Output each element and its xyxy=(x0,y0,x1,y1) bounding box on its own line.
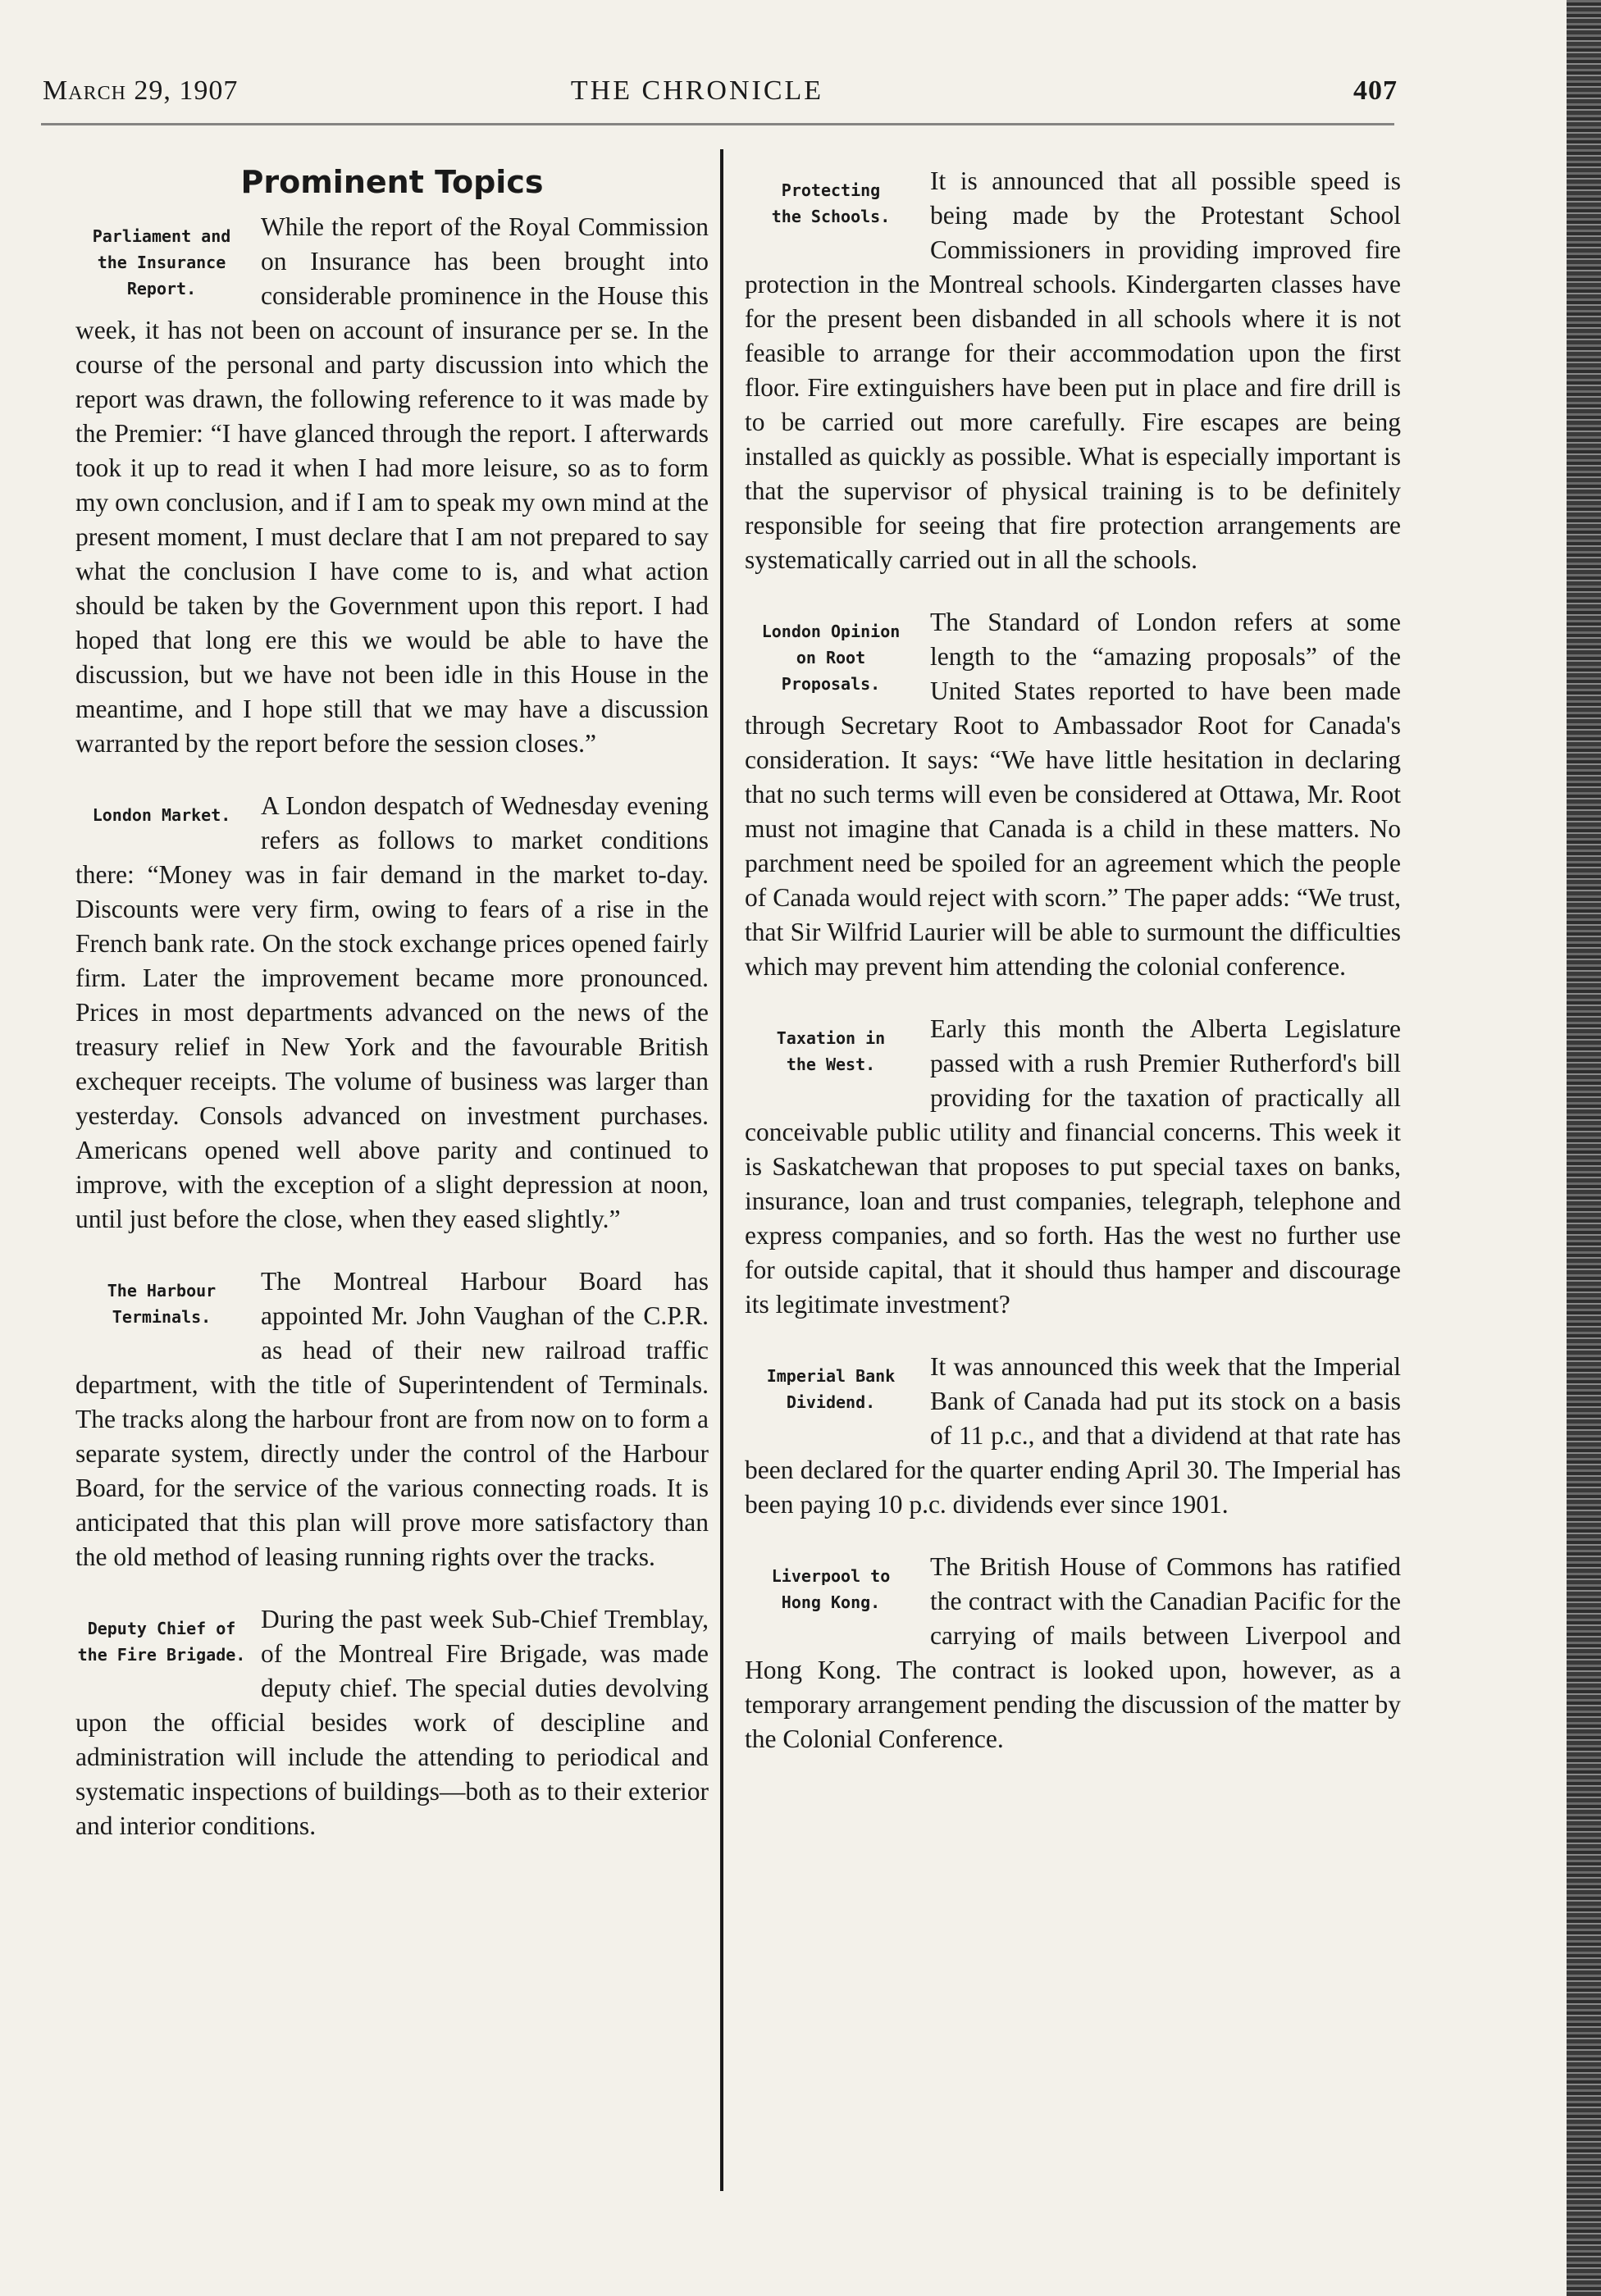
topic-item xyxy=(745,605,1401,984)
side-heading-line: Deputy Chief of xyxy=(87,1619,236,1638)
side-heading-line: The Harbour xyxy=(107,1281,217,1301)
topic-body xyxy=(745,605,1401,984)
topic-text: The Standard of London refers at some length to the “amazing proposals” of the United States reported to have been made through Secretary Root to Ambassador Root for Canada's consideration. It says: “We have little hesitation in declaring that no such terms will even be considered at Ottawa, Mr. Root must not imagine that Canada is a child in these matters. No parchment need be spoiled for an agreement which the people of Canada would reject with scorn.” The paper adds: “We trust, that Sir Wilfrid Laurier will be able to surmount the difficulties which may prevent him attending the colonial conference. xyxy=(745,608,1401,981)
topic-text: It is announced that all possible speed is being made by the Protestant School Commissioners in providing improved fire protection in the Montreal schools. Kindergarten classes have for the present been disbanded in all schools where it is not feasible to arrange for their accommodation upon the first floor. Fire extinguishers have been put in place and fire drill is to be carried out more carefully. Fire escapes are being installed as quickly as possible. What is especially important is that the supervisor of physical training is to be definitely responsible for seeing that fire protection arrangements are systematically carried out in all the schools. xyxy=(745,166,1401,574)
topic-body xyxy=(745,1012,1401,1322)
left-column xyxy=(75,164,709,1871)
topic-body xyxy=(745,1350,1401,1522)
topic-item xyxy=(745,1350,1401,1522)
topic-text: Early this month the Alberta Legislature passed with a rush Premier Rutherford's bill providing for the taxation of practically all conceivable public utility and financial concerns. This week it is Saskatchewan that proposes to put special taxes on banks, insurance, loan and trust companies, telegraph, telephone and express companies, and so forth. Has the west no further use for outside capital, that it should thus hamper and discourage its legitimate investment? xyxy=(745,1014,1401,1319)
topic-item xyxy=(75,789,709,1237)
side-heading-line: London Market. xyxy=(92,805,231,825)
side-heading-line: the Fire Brigade. xyxy=(77,1645,246,1665)
topic-item xyxy=(745,1012,1401,1322)
publication-title: THE CHRONICLE xyxy=(570,75,824,106)
topic-text: It was announced this week that the Imperial Bank of Canada had put its stock on a basis of 11 p.c., and that a dividend at that rate has been declared for the quarter ending April 30. The Imperial has been paying 10 p.c. dividends ever since 1901. xyxy=(745,1352,1401,1519)
issue-date: March 29, 1907 xyxy=(43,75,239,106)
topic-text: The British House of Commons has ratified the contract with the Canadian Pacific for the carrying of mails between Liverpool and Hong Kong. The contract is looked upon, however, as a temporary arrangement pending the discussion of the matter by the Colonial Conference. xyxy=(745,1552,1401,1753)
side-heading-line: Hong Kong. xyxy=(781,1592,881,1612)
side-heading-line: Parliament and xyxy=(92,226,231,246)
topic-item xyxy=(745,1550,1401,1756)
side-heading-line: Protecting xyxy=(781,180,881,200)
header-rule xyxy=(41,123,1394,125)
side-heading-line: Liverpool to xyxy=(771,1566,891,1586)
side-heading-line: the Schools. xyxy=(771,207,891,226)
right-topic-list xyxy=(745,164,1401,1756)
column-divider xyxy=(720,149,723,2191)
section-heading: Prominent Topics xyxy=(240,164,544,200)
topic-body xyxy=(75,1264,709,1574)
side-heading-line: the Insurance xyxy=(97,253,226,272)
side-heading-line: Imperial Bank xyxy=(766,1366,896,1386)
topic-side-heading xyxy=(745,618,917,697)
topic-side-heading xyxy=(75,223,248,302)
topic-body xyxy=(75,789,709,1237)
topic-text: While the report of the Royal Commission on Insurance has been brought into considerable prominence in the House this week, it has not been on account of insurance per se. In the course of the personal and party discussion into which the report was drawn, the following reference to it was made by the Premier: “I have glanced through the report. I afterwards took it up to read it when I had more leisure, so as to form my own conclusion, and if I am to speak my own mind at the present moment, I must declare that I am not prepared to say what the conclusion I have come to is, and what action should be taken by the Government upon this report. I had hoped that long ere this we would be able to have the discussion, but we have not been idle in this House in the meantime, and I hope still that we may have a discussion warranted by the report before the session closes.” xyxy=(75,212,709,758)
left-topic-list xyxy=(75,210,709,1843)
side-heading-line: Taxation in xyxy=(776,1028,886,1048)
side-heading-line: London Opinion xyxy=(761,622,901,641)
topic-side-heading xyxy=(75,1615,248,1668)
topic-item xyxy=(75,1602,709,1843)
right-column xyxy=(745,164,1401,1784)
topic-side-heading xyxy=(745,1363,917,1415)
topic-body xyxy=(745,164,1401,577)
topic-item xyxy=(745,164,1401,577)
topic-item xyxy=(75,210,709,761)
side-heading-line: Report. xyxy=(126,279,197,298)
topic-item xyxy=(75,1264,709,1574)
topic-body xyxy=(75,210,709,761)
binding-edge xyxy=(1567,0,1601,2296)
topic-side-heading xyxy=(745,177,917,230)
side-heading-line: Dividend. xyxy=(786,1392,876,1412)
topic-body xyxy=(745,1550,1401,1756)
topic-body xyxy=(75,1602,709,1843)
topic-side-heading xyxy=(75,1278,248,1330)
topic-text: A London despatch of Wednesday evening refers as follows to market conditions there: “Money was in fair demand in the market to-day. Discounts were very firm, owing to fears of a rise in the French bank rate. On the stock exchange prices opened fairly firm. Later the improvement became more pronounced. Prices in most departments advanced on the news of the treasury relief in New York and the favourable British exchequer receipts. The volume of business was larger than yesterday. Consols advanced on investment purchases. Americans opened well above parity and continued to improve, with the exception of a slight depression at noon, until just before the close, when they eased slightly.” xyxy=(75,791,709,1233)
topic-text: During the past week Sub-Chief Tremblay, of the Montreal Fire Brigade, was made deputy chief. The special duties devolving upon the official besides work of descipline and administration will include the attending to periodical and systematic inspections of buildings—both as to their exterior and interior conditions. xyxy=(75,1605,709,1840)
side-heading-line: the West. xyxy=(786,1055,876,1074)
side-heading-line: Terminals. xyxy=(112,1307,212,1327)
topic-side-heading xyxy=(745,1025,917,1077)
page-number: 407 xyxy=(1353,75,1398,106)
topic-text: The Montreal Harbour Board has appointed Mr. John Vaughan of the C.P.R. as head of their new railroad traffic department, with the title of Superintendent of Terminals. The tracks along the harbour front are from now on to form a separate system, directly under the control of the Harbour Board, for the service of the various connecting roads. It is anticipated that this plan will prove more satisfactory than the old method of leasing running rights over the tracks. xyxy=(75,1267,709,1571)
topic-side-heading xyxy=(745,1563,917,1615)
topic-side-heading xyxy=(75,802,248,828)
side-heading-line: on Root Proposals. xyxy=(781,648,881,694)
